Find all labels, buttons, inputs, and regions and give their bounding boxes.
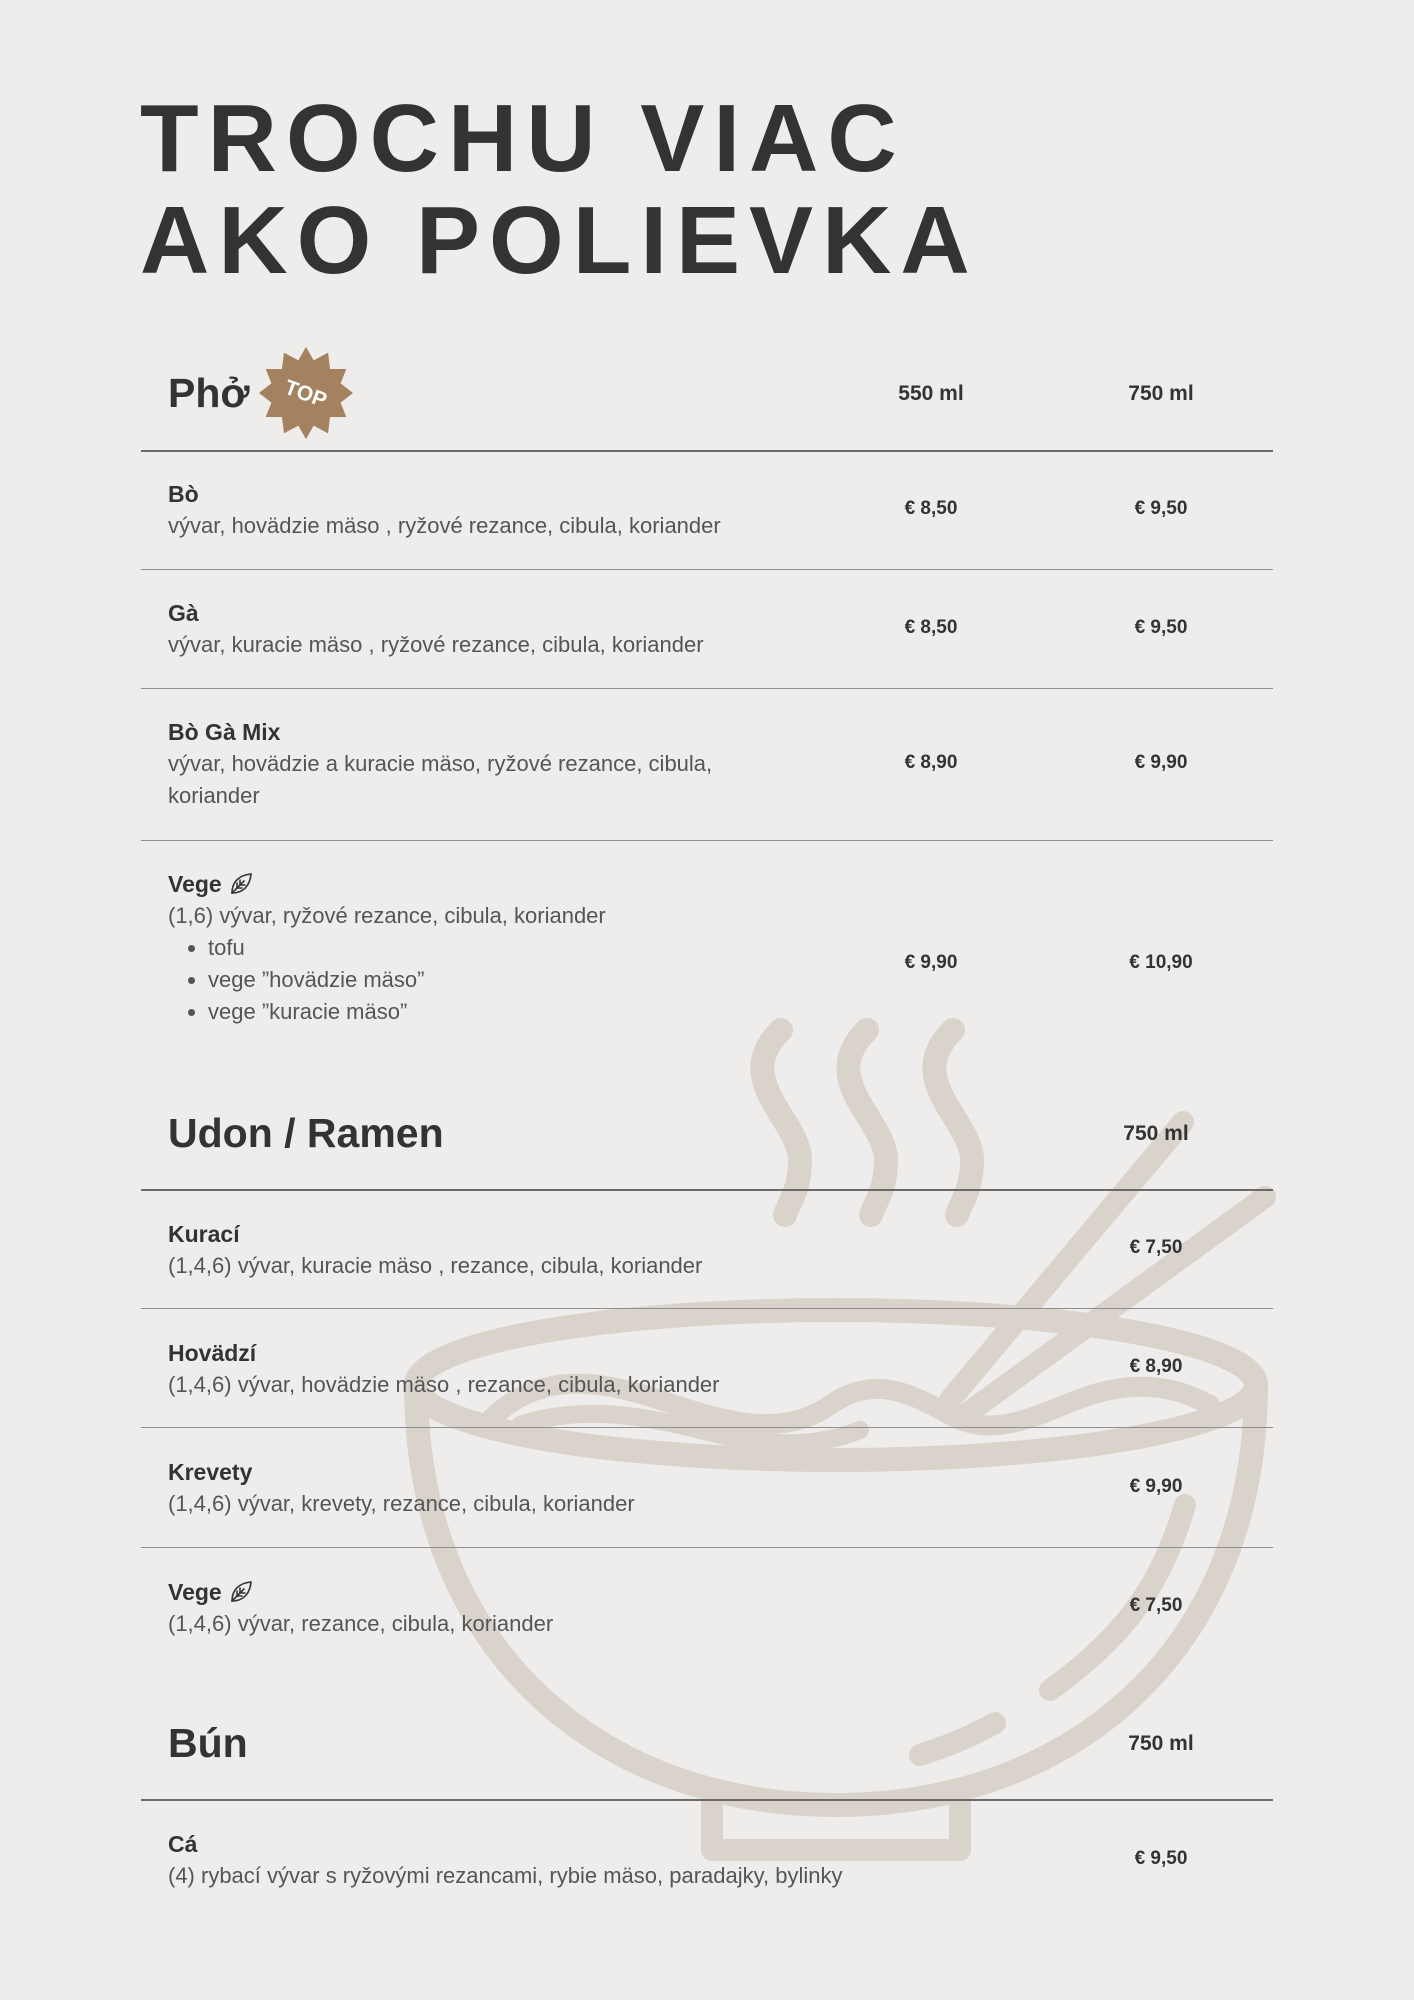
item-description: (1,4,6) vývar, kuracie mäso , rezance, cibula, koriander — [168, 1253, 703, 1278]
udon-size: 750 ml — [1123, 1122, 1189, 1145]
item-description: vývar, kuracie mäso , ryžové rezance, cibula, koriander — [168, 632, 704, 657]
item-name: Vege — [168, 870, 222, 897]
price-large: € 9,90 — [1134, 752, 1188, 773]
item-name: Krevety — [168, 1458, 253, 1485]
item-description: (1,4,6) vývar, rezance, cibula, koriander — [168, 1611, 554, 1636]
item-description: (1,6) vývar, ryžové rezance, cibula, koriander — [168, 903, 606, 928]
section-heading-bun: Bún — [168, 1720, 248, 1766]
divider — [141, 1427, 1273, 1428]
divider — [141, 1547, 1273, 1548]
menu-item-udon-kuraci — [168, 1218, 768, 1282]
price: € 7,50 — [1129, 1237, 1183, 1258]
item-name-row — [168, 1576, 768, 1608]
price-small: € 9,90 — [904, 952, 958, 973]
price-small: € 8,90 — [904, 752, 958, 773]
item-name: Kurací — [168, 1220, 240, 1247]
price-large: € 9,50 — [1134, 617, 1188, 638]
divider — [141, 1799, 1273, 1801]
divider — [141, 1189, 1273, 1191]
menu-title — [140, 85, 979, 294]
item-name: Cá — [168, 1830, 198, 1857]
item-name: Hovädzí — [168, 1339, 257, 1366]
divider — [141, 1308, 1273, 1309]
menu-item-pho-ga — [168, 597, 768, 661]
option-tofu: • tofu — [208, 932, 768, 964]
item-name: Bò Gà Mix — [168, 718, 281, 745]
item-description: (4) rybací vývar s ryžovými rezancami, rybie mäso, paradajky, bylinky — [168, 1863, 843, 1888]
price: € 8,90 — [1129, 1356, 1183, 1377]
menu-item-bun-ca — [168, 1828, 888, 1892]
option-vege-chicken: • vege ”kuracie mäso” — [208, 996, 768, 1028]
top-badge-label: TOP — [281, 375, 330, 413]
section-heading-pho: Phở — [168, 370, 250, 416]
price-small: € 8,50 — [904, 617, 958, 638]
item-description: vývar, hovädzie a kuracie mäso, ryžové rezance, cibula, koriander — [168, 751, 713, 808]
item-options — [168, 932, 768, 1028]
price-large: € 9,50 — [1134, 498, 1188, 519]
price: € 9,90 — [1129, 1476, 1183, 1497]
menu-item-pho-bo-ga-mix — [168, 716, 768, 812]
section-heading-udon-ramen: Udon / Ramen — [168, 1110, 444, 1156]
pho-size-large: 750 ml — [1128, 382, 1194, 405]
menu-item-udon-krevety — [168, 1456, 768, 1520]
item-description: vývar, hovädzie mäso , ryžové rezance, cibula, koriander — [168, 513, 721, 538]
bun-size: 750 ml — [1128, 1732, 1194, 1755]
item-name: Vege — [168, 1578, 222, 1605]
price: € 9,50 — [1134, 1848, 1188, 1869]
item-name: Gà — [168, 599, 199, 626]
menu-item-udon-hovadzi — [168, 1337, 768, 1401]
divider — [141, 840, 1273, 841]
price: € 7,50 — [1129, 1595, 1183, 1616]
menu-item-pho-vege — [168, 868, 768, 1028]
menu-item-pho-bo — [168, 478, 768, 542]
price-small: € 8,50 — [904, 498, 958, 519]
item-description: (1,4,6) vývar, krevety, rezance, cibula, koriander — [168, 1491, 635, 1516]
divider — [141, 688, 1273, 689]
item-description: (1,4,6) vývar, hovädzie mäso , rezance, cibula, koriander — [168, 1372, 720, 1397]
menu-title-line2: AKO POLIEVKA — [140, 187, 979, 294]
menu-item-udon-vege — [168, 1576, 768, 1640]
leaf-icon — [228, 1579, 254, 1605]
item-name-row — [168, 868, 768, 900]
menu-title-line1: TROCHU VIAC — [140, 85, 906, 192]
price-large: € 10,90 — [1129, 952, 1193, 973]
item-name: Bò — [168, 480, 199, 507]
option-vege-beef: • vege ”hovädzie mäso” — [208, 964, 768, 996]
leaf-icon — [228, 871, 254, 897]
pho-size-small: 550 ml — [898, 382, 964, 405]
top-badge — [258, 345, 354, 441]
divider — [141, 569, 1273, 570]
divider — [141, 450, 1273, 452]
